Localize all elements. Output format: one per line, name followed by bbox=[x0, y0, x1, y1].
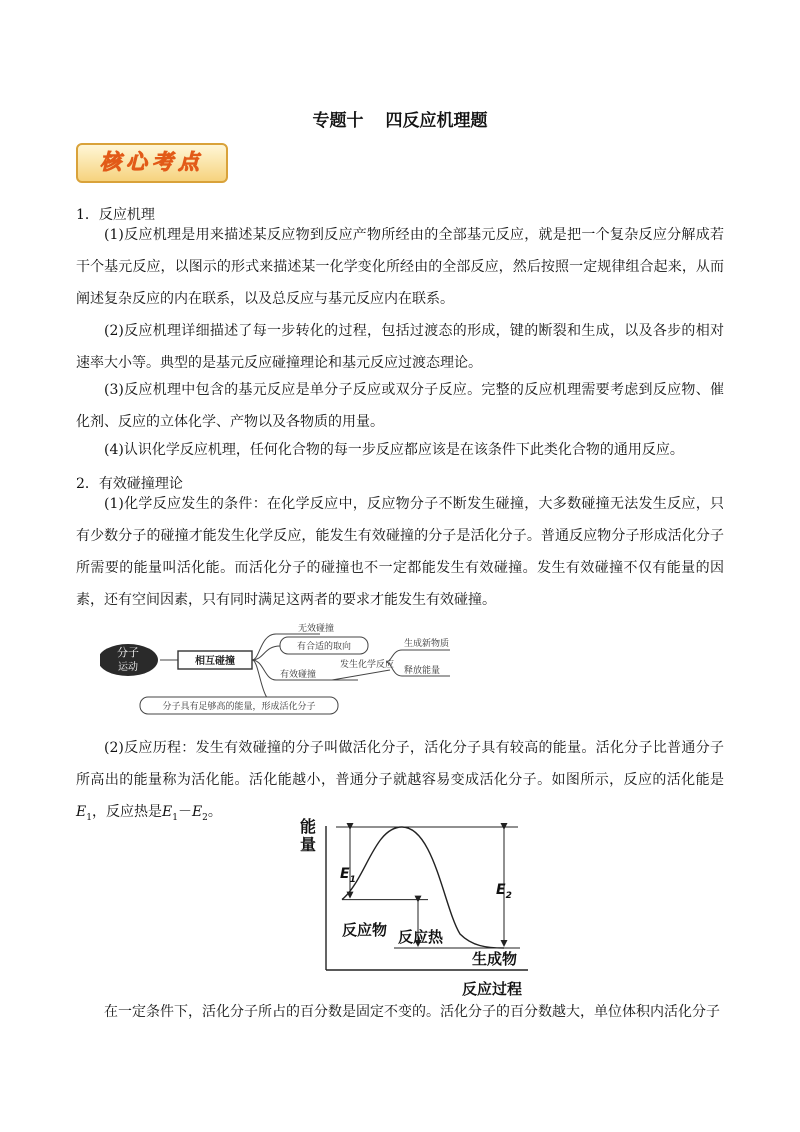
mindmap-reaction: 发生化学反应 bbox=[340, 660, 395, 670]
mindmap-new-substance: 生成新物质 bbox=[404, 639, 450, 649]
e2-label: $E_2$ bbox=[496, 882, 512, 901]
mindmap-ineffective: 无效碰撞 bbox=[298, 624, 335, 634]
y-axis-label-1: 能 bbox=[300, 817, 317, 836]
y-axis-label-2: 量 bbox=[300, 835, 317, 854]
page-title: 专题十 四反应机理题 bbox=[312, 111, 488, 131]
mindmap-collide: 相互碰撞 bbox=[195, 656, 235, 667]
section2-paragraph-3: 在一定条件下，活化分子所占的百分数是固定不变的。活化分子的百分数越大，单位体积内活化分子 bbox=[104, 1004, 720, 1020]
reactants-label: 反应物 bbox=[342, 921, 388, 939]
products-label: 生成物 bbox=[472, 950, 518, 968]
core-points-badge: 核心考点 bbox=[76, 143, 228, 183]
reaction-heat-label: 反应热 bbox=[398, 928, 444, 946]
mindmap-release-energy: 释放能量 bbox=[404, 666, 441, 676]
mindmap-center-line2: 运动 bbox=[118, 662, 138, 673]
section1-paragraph-3: (3)反应机理中包含的基元反应是单分子反应或双分子反应。完整的反应机理需要考虑到反应物、催化剂、反应的立体化学、产物以及各物质的用量。 bbox=[76, 382, 724, 430]
section2-heading: 2．有效碰撞理论 bbox=[76, 476, 183, 492]
mindmap-energy-requirement: 分子具有足够高的能量，形成活化分子 bbox=[162, 702, 316, 712]
section1-paragraph-1: (1)反应机理是用来描述某反应物到反应产物所经由的全部基元反应，就是把一个复杂反应分解成若干个基元反应，以图示的形式来描述某一化学变化所经由的全部反应，然后按照一定规律组合起来，从而阐述复杂反应的内在联系，以及总反应与基元反应内在联系。 bbox=[76, 227, 724, 307]
section1-paragraph-4: (4)认识化学反应机理，任何化合物的每一步反应都应该是在该条件下此类化合物的通用反应。 bbox=[104, 442, 684, 458]
e1-label: $E_1$ bbox=[340, 866, 356, 885]
x-axis-label: 反应过程 bbox=[462, 980, 523, 998]
section2-paragraph-2: (2)反应历程：发生有效碰撞的分子叫做活化分子，活化分子具有较高的能量。活化分子比普通分子所高出的能量称为活化能。活化能越小，普通分子就越容易变成活化分子。如图所示，反应的活化能是$E_1$，反应热是$E_1-E_2$。 bbox=[76, 740, 724, 823]
section2-paragraph-1: (1)化学反应发生的条件：在化学反应中，反应物分子不断发生碰撞，大多数碰撞无法发生反应，只有少数分子的碰撞才能发生化学反应，能发生有效碰撞的分子是活化分子。普通反应物分子形成活化分子所需要的能量叫活化能。而活化分子的碰撞也不一定都能发生有效碰撞。发生有效碰撞不仅有能量的因素，还有空间因素，只有同时满足这两者的要求才能发生有效碰撞。 bbox=[76, 496, 724, 608]
mindmap-effective: 有效碰撞 bbox=[280, 670, 317, 680]
mindmap-orientation: 有合适的取向 bbox=[296, 642, 352, 652]
section1-heading: 1．反应机理 bbox=[76, 207, 155, 223]
collision-mind-map bbox=[100, 618, 480, 718]
section1-paragraph-2: (2)反应机理详细描述了每一步转化的过程，包括过渡态的形成，键的断裂和生成，以及各步的相对速率大小等。典型的是基元反应碰撞理论和基元反应过渡态理论。 bbox=[76, 323, 724, 371]
mindmap-center-line1: 分子 bbox=[117, 646, 139, 659]
energy-profile-diagram bbox=[296, 810, 536, 1000]
